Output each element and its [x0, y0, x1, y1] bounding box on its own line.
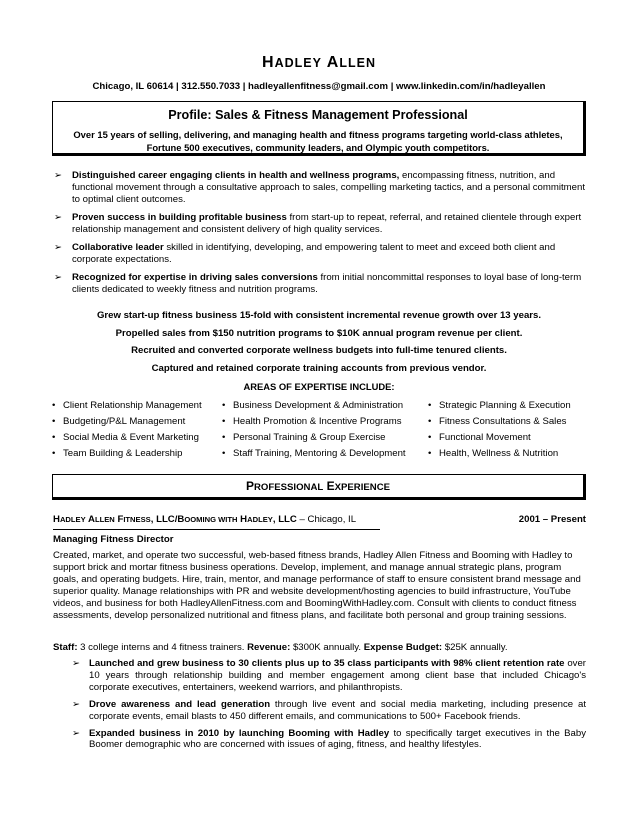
list-item: • Staff Training, Mentoring & Development — [222, 446, 406, 462]
list-item: • Team Building & Leadership — [52, 446, 202, 462]
expertise-column-3 — [428, 398, 571, 462]
list-item: • Strategic Planning & Execution — [428, 398, 571, 414]
company-location: – Chicago, IL — [296, 514, 357, 525]
contact-line: Chicago, IL 60614 | 312.550.7033 | hadleyallenfitness@gmail.com | www.linkedin.com/in/hadleyallen — [92, 81, 546, 92]
bullet-icon: • — [52, 416, 56, 427]
bullet-icon: • — [428, 448, 432, 459]
bullet-icon: • — [222, 432, 226, 443]
achievement-line: Grew start-up fitness business 15-fold with consistent incremental revenue growth over 13 years. — [96, 310, 542, 321]
profile-description: Over 15 years of selling, delivering, and managing health and fitness programs targeting world-class athletes, Fortune 500 executives, community leaders, and Olympic youth competitors. — [73, 129, 563, 153]
list-item: ➢ Expanded business in 2010 by launching Booming with Hadley to specifically target executives in the Baby Boomer demographic who are concerned with issues of aging, fitness, and healthy lifestyles. — [72, 727, 586, 751]
bullet-icon: • — [428, 416, 432, 427]
staff-revenue-line: Staff: 3 college interns and 4 fitness trainers. Revenue: $300K annually. Expense Budget: $25K annually. — [53, 642, 508, 653]
job-description: Created, market, and operate two successful, web-based fitness brands, Hadley Allen Fitness and Booming with Hadley to support brick and mortar fitness business operations. Develop, implement, and manage annual strategic plans, program goals, and operating budgets. Hire, train, mentor, and manage performance of staff to ensure consistent brand message and superior quality. Manage relationships with PR and website development/hosting agencies to build infrastructure, YouTube videos, and business for both HadleyAllenFitness.com and BoomingWithHadley.com. Consult with clients to conduct fitness assessments, develop personalized nutritional and fitness plans, and facilitate both personal and group training sessions. — [53, 550, 581, 621]
bullet-icon: • — [428, 432, 432, 443]
list-item: • Health, Wellness & Nutrition — [428, 446, 571, 462]
highlights-list — [54, 170, 588, 302]
bullet-icon: • — [52, 432, 56, 443]
candidate-name: HADLEY ALLEN — [262, 54, 376, 71]
bullet-icon: • — [428, 400, 432, 411]
bullet-icon: • — [222, 448, 226, 459]
achievement-line: Recruited and converted corporate wellness budgets into full-time tenured clients. — [131, 345, 507, 356]
job-title: Managing Fitness Director — [53, 534, 174, 545]
arrow-bullet-icon: ➢ — [54, 272, 63, 284]
list-item: ➢ Recognized for expertise in driving sales conversions from initial noncommittal responses to loyal base of long-term clients dedicated to weekly fitness and nutrition programs. — [54, 272, 582, 295]
company-name: HADLEY ALLEN FITNESS, LLC/BOOMING WITH HADLEY, LLC — [53, 514, 297, 525]
list-item: ➢ Collaborative leader skilled in identifying, developing, and empowering talent to meet and exceed both client and corporate expectations. — [54, 241, 556, 265]
expertise-column-2 — [222, 398, 406, 462]
arrow-bullet-icon: ➢ — [72, 727, 81, 739]
list-item: • Client Relationship Management — [52, 398, 202, 414]
profile-title: Profile: Sales & Fitness Management Professional — [168, 108, 468, 122]
arrow-bullet-icon: ➢ — [72, 698, 81, 710]
achievement-line: Propelled sales from $150 nutrition programs to $10K annual program revenue per client. — [115, 327, 523, 339]
expertise-title: AREAS OF EXPERTISE INCLUDE: — [243, 381, 395, 392]
bullet-icon: • — [222, 416, 226, 427]
list-item: • Health Promotion & Incentive Programs — [222, 414, 406, 430]
list-item: • Business Development & Administration — [222, 398, 406, 414]
bullet-icon: • — [52, 448, 56, 459]
employment-dates: 2001 – Present — [518, 514, 586, 525]
achievements — [0, 310, 638, 380]
arrow-bullet-icon: ➢ — [54, 211, 63, 223]
bullet-icon: • — [222, 400, 226, 411]
company-underline — [53, 529, 380, 530]
list-item: ➢ Distinguished career engaging clients in health and wellness programs, encompassing fitness, nutrition, and functional movement through a consultative approach to sales, compelling marketing tactics, and a personal commitment to optimal client outcomes. — [54, 170, 585, 205]
arrow-bullet-icon: ➢ — [54, 170, 63, 181]
bullet-icon: • — [52, 400, 56, 411]
list-item: • Social Media & Event Marketing — [52, 430, 202, 446]
expertise-column-1 — [52, 398, 202, 462]
list-item: • Budgeting/P&L Management — [52, 414, 202, 430]
list-item: • Personal Training & Group Exercise — [222, 430, 406, 446]
list-item: • Functional Movement — [428, 430, 571, 446]
job-achievements-list — [72, 658, 586, 756]
achievement-line: Captured and retained corporate training accounts from previous vendor. — [151, 362, 487, 374]
list-item: ➢ Drove awareness and lead generation through live event and social media marketing, including presence at corporate events, email blasts to 450 different emails, and communications to 500+ Facebook friends. — [72, 698, 586, 722]
list-item: ➢ Proven success in building profitable business from start-up to repeat, referral, and retained clientele through expert relationship management and consistent delivery of high quality services. — [54, 211, 582, 235]
company-row — [53, 514, 586, 525]
experience-section-heading: PROFESSIONAL EXPERIENCE — [52, 474, 586, 500]
arrow-bullet-icon: ➢ — [54, 241, 63, 253]
list-item: • Fitness Consultations & Sales — [428, 414, 571, 430]
profile-box — [52, 101, 586, 156]
list-item: ➢ Launched and grew business to 30 clients plus up to 35 class participants with 98% client retention rate over 10 years through relationship building and member engagement among client base that included Chicago's corporate executives, entertainers, weekend warriors, and philanthropists. — [72, 658, 586, 693]
arrow-bullet-icon: ➢ — [72, 658, 81, 669]
